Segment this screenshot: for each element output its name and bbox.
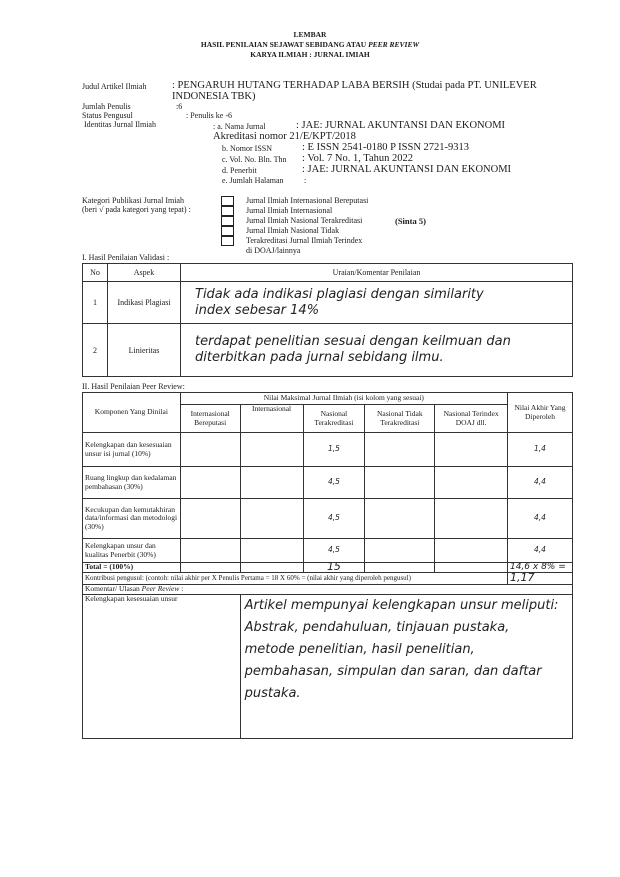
header-subtitle: KARYA ILMIAH : JURNAL IMIAH [250,50,370,59]
table-row [83,282,573,324]
jumlah-penulis-value: :6 [176,102,183,111]
kontribusi-value: 1,17 [507,573,572,585]
komponen-label: Kelengkapan dan kesesuaian unsur isi jurnal (10%) [83,433,181,467]
nilai-akhir: 4,4 [507,467,572,499]
row-aspek: Indikasi Plagiasi [108,282,181,324]
table-row [83,324,573,377]
nama-jurnal-label: : a. Nama Jurnal [213,122,266,131]
komentar-label: Komentar/ Ulasan Peer Review : [83,585,573,595]
checkbox-terindex-doaj[interactable] [221,236,234,246]
nilai-nasional: 4,5 [303,499,365,539]
judul-label: Judul Artikel Ilmiah [82,82,147,91]
kategori-label: Kategori Publikasi Jurnal Imiah [82,196,184,205]
kategori-option: Jurnal Ilmiah Nasional Tidak [246,226,340,235]
kategori-instruction: (beri √ pada kategori yang tepat) : [82,205,191,214]
status-pengusul-value: : Penulis ke -6 [186,111,232,120]
col-terindex-doaj: Nasional Terindex DOAJ dll. [435,405,508,433]
table-row [83,433,573,467]
nilai-akhir: 1,4 [507,433,572,467]
sinta-label: (Sinta 5) [395,216,426,226]
header-title: HASIL PENILAIAN SEJAWAT SEBIDANG ATAU PEER REVIEW [200,40,420,49]
komentar-header-row [83,585,573,595]
vol-value: : Vol. 7 No. 1, Tahun 2022 [302,153,413,164]
nilai-nasional: 1,5 [303,433,365,467]
kontribusi-label: Kontribusi pengusul: (contoh: nilai akhir per X Penulis Pertama = 18 X 60% = (nilai akhir yang diperoleh pengusul) [83,573,508,585]
col-no: No [83,264,108,282]
nilai-akhir: 4,4 [507,499,572,539]
penerbit-label: d. Penerbit [222,166,257,175]
header-lembar: LEMBAR [293,30,327,39]
kategori-option: di DOAJ/lainnya [246,246,301,255]
kategori-option: Jurnal Ilmiah Nasional Terakreditasi [246,216,363,225]
row-no: 2 [83,324,108,377]
identitas-jurnal-label: Identitas Jurnal Ilmiah [84,120,156,129]
total-akhir: 14,6 x 8% = [507,563,572,573]
col-aspek: Aspek [108,264,181,282]
total-nasional: 15 [303,563,365,573]
halaman-value: : [304,176,307,185]
row-aspek: Linieritas [108,324,181,377]
jumlah-penulis-label: Jumlah Penulis [82,102,131,111]
kategori-option: Jurnal Ilmiah Internasional [246,206,333,215]
komponen-label: Ruang lingkup dan kedalaman pembahasan (30%) [83,467,181,499]
total-label: Total = (100%) [83,563,181,573]
validasi-table [82,263,573,377]
kategori-option: Jurnal Ilmiah Internasional Bereputasi [246,196,369,205]
col-nasional-tidak-terakreditasi: Nasional Tidak Terakreditasi [365,405,435,433]
akreditasi-text: Akreditasi nomor 21/E/KPT/2018 [213,131,356,142]
komponen-header: Komponen Yang Dinilai [83,393,181,433]
col-internasional: Internasional [240,405,303,433]
kontribusi-row [83,573,573,585]
checkbox-nasional-terakreditasi[interactable] [221,216,234,226]
review-table [82,392,573,739]
table-row [83,499,573,539]
kategori-option: Terakreditasi Jurnal Ilmiah Terindex [246,236,363,245]
kelengkapan-label: Kelengkapan kesesuaian unsur [83,595,241,739]
checkbox-nasional-tidak-terakreditasi[interactable] [221,226,234,236]
nilai-akhir-header: Nilai Akhir Yang Diperoleh [507,393,572,433]
judul-value: : PENGARUH HUTANG TERHADAP LABA BERSIH (Studai pada PT. UNILEVER INDONESIA TBK) [172,80,537,102]
row-komentar: Tidak ada indikasi plagiasi dengan similarity index sebesar 14% [181,282,573,324]
review-title: II. Hasil Penilaian Peer Review: [82,382,185,391]
checkbox-internasional[interactable] [221,206,234,216]
penerbit-value: : JAE: JURNAL AKUNTANSI DAN EKONOMI [302,164,512,175]
status-pengusul-label: Status Pengusul [82,111,133,120]
nilai-maksimal-header: Nilai Maksimal Jurnal Ilmiah (isi kolom yang sesuai) [180,393,507,405]
row-no: 1 [83,282,108,324]
komponen-label: Kecukupan dan kemutakhiran data/informasi dan metodologi (30%) [83,499,181,539]
nilai-nasional: 4,5 [303,539,365,563]
col-uraian: Uraian/Komentar Penilaian [181,264,573,282]
row-komentar: terdapat penelitian sesuai dengan keilmuan dan diterbitkan pada jurnal sebidang ilmu. [181,324,573,377]
total-row [83,563,573,573]
komponen-label: Kelengkapan unsur dan kualitas Penerbit (30%) [83,539,181,563]
vol-label: c. Vol. No. Bln. Thn [222,155,287,164]
checkbox-internasional-bereputasi[interactable] [221,196,234,206]
nilai-nasional: 4,5 [303,467,365,499]
komentar-body: Artikel mempunyai kelengkapan unsur meliputi: Abstrak, pendahuluan, tinjauan pustaka, metode penelitian, hasil penelitian, pembahasan, simpulan dan saran, dan daftar pustaka. [240,595,572,739]
issn-value: : E ISSN 2541-0180 P ISSN 2721-9313 [302,142,470,153]
issn-label: b. Nomor ISSN [222,144,273,153]
table-row [83,539,573,563]
nilai-akhir: 4,4 [507,539,572,563]
nama-jurnal-value: : JAE: JURNAL AKUNTANSI DAN EKONOMI [296,120,506,131]
validasi-title: I. Hasil Penilaian Validasi : [82,253,170,262]
halaman-label: e. Jumlah Halaman [222,176,284,185]
table-row [83,467,573,499]
col-internasional-bereputasi: Internasional Bereputasi [180,405,240,433]
komentar-row [83,595,573,739]
col-nasional-terakreditasi: Nasional Terakreditasi [303,405,365,433]
